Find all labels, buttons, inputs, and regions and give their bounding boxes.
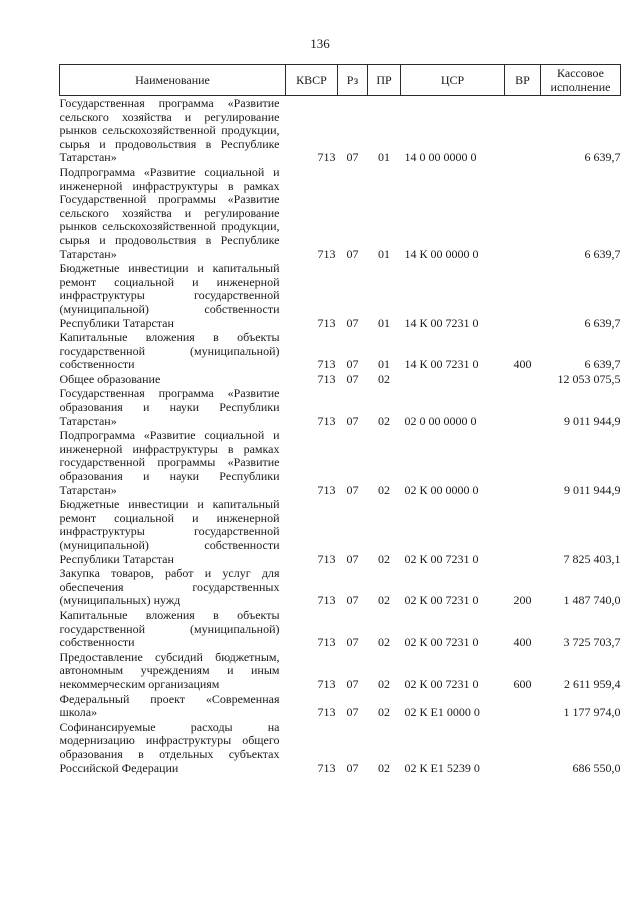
- row-kvsr: 713: [317, 246, 336, 261]
- table-row: [60, 330, 621, 372]
- row-vr: 600: [513, 676, 532, 691]
- row-name: Капитальные вложения в объекты государственной (муниципальной) собственности: [59, 607, 280, 650]
- row-kvsr: 713: [317, 413, 336, 428]
- row-sum: 7 825 403,1: [563, 551, 621, 566]
- row-csr: 14 К 00 7231 0: [404, 357, 479, 372]
- row-name: Закупка товаров, работ и услуг для обеспечения государственных (муниципальных) нужд: [59, 566, 280, 608]
- table-row: [60, 428, 621, 497]
- table-header: [60, 65, 621, 96]
- row-vr: [505, 692, 541, 720]
- table-row: [60, 720, 621, 775]
- row-pr: 01: [378, 315, 390, 330]
- row-pr: 01: [378, 357, 390, 372]
- column-header-pr: ПР: [368, 65, 401, 96]
- row-sum: 12 053 075,5: [557, 371, 621, 386]
- row-csr: 02 К 00 7231 0: [404, 551, 479, 566]
- table-row: [60, 650, 621, 692]
- row-pr: 01: [378, 150, 390, 165]
- row-name: Софинансируемые расходы на модернизацию инфраструктуры общего образования в отдельных субъектах Российской Федерации: [59, 719, 280, 775]
- row-csr: [401, 372, 505, 387]
- row-vr: [505, 428, 541, 497]
- row-sum: 2 611 959,4: [563, 676, 621, 691]
- row-rz: 07: [346, 676, 359, 691]
- row-vr: [505, 497, 541, 566]
- row-rz: 07: [346, 705, 359, 720]
- row-sum: 3 725 703,7: [563, 635, 621, 650]
- row-csr: 14 К 00 0000 0: [404, 246, 479, 261]
- column-header-rz: Рз: [338, 65, 368, 96]
- row-vr: [505, 372, 541, 387]
- row-vr: [505, 261, 541, 330]
- row-name: Бюджетные инвестиции и капитальный ремонт социальной и инженерной инфраструктуры государственной (муниципальной) собственности Республики Татарстан: [59, 261, 280, 330]
- row-csr: 14 К 00 7231 0: [404, 315, 479, 330]
- row-pr: 02: [378, 371, 390, 386]
- table-row: [60, 566, 621, 608]
- row-rz: 07: [346, 371, 359, 386]
- row-rz: 07: [346, 551, 359, 566]
- row-pr: 02: [378, 593, 390, 608]
- table-row: [60, 608, 621, 650]
- row-pr: 02: [378, 635, 390, 650]
- row-sum: 6 639,7: [584, 150, 621, 165]
- table-row: [60, 261, 621, 330]
- table-row: [60, 165, 621, 261]
- row-vr: 200: [513, 593, 532, 608]
- row-pr: 02: [378, 760, 390, 775]
- row-name: Государственная программа «Развитие образования и науки Республики Татарстан»: [59, 386, 280, 428]
- row-vr: 400: [513, 635, 532, 650]
- row-rz: 07: [346, 150, 359, 165]
- row-csr: 02 К Е1 5239 0: [404, 760, 480, 775]
- row-sum: 1 177 974,0: [563, 705, 621, 720]
- row-sum: 9 011 944,9: [563, 482, 621, 497]
- row-rz: 07: [346, 593, 359, 608]
- column-header-kvsr: КВСР: [286, 65, 338, 96]
- column-header-sum: Кассовое исполнение: [541, 65, 621, 96]
- row-kvsr: 713: [317, 482, 336, 497]
- row-sum: 9 011 944,9: [563, 413, 621, 428]
- row-pr: 02: [378, 413, 390, 428]
- row-kvsr: 713: [317, 676, 336, 691]
- row-vr: [505, 720, 541, 775]
- row-rz: 07: [346, 635, 359, 650]
- row-rz: 07: [346, 246, 359, 261]
- row-kvsr: 713: [317, 357, 336, 372]
- table-row: [60, 372, 621, 387]
- row-vr: [505, 386, 541, 428]
- row-kvsr: 713: [317, 315, 336, 330]
- row-kvsr: 713: [317, 635, 336, 650]
- row-pr: 02: [378, 705, 390, 720]
- table-row: [60, 386, 621, 428]
- row-csr: 02 К Е1 0000 0: [404, 705, 480, 720]
- row-vr: [505, 96, 541, 165]
- row-kvsr: 713: [317, 593, 336, 608]
- row-pr: 02: [378, 676, 390, 691]
- row-rz: 07: [346, 357, 359, 372]
- table-body: [60, 96, 621, 776]
- row-sum: 6 639,7: [584, 315, 621, 330]
- row-rz: 07: [346, 315, 359, 330]
- table-row: [60, 96, 621, 165]
- row-csr: 02 К 00 7231 0: [404, 635, 479, 650]
- row-rz: 07: [346, 413, 359, 428]
- row-csr: 02 0 00 0000 0: [404, 413, 477, 428]
- row-vr: 400: [513, 357, 532, 372]
- row-name: Федеральный проект «Современная школа»: [59, 691, 280, 720]
- row-name: Подпрограмма «Развитие социальной и инженерной инфраструктуры в рамках Государственной программы «Развитие сельского хозяйства и регулирование рынков сельскохозяйственной продукции, сырья и продовольствия в Республике Татарстан»: [59, 164, 280, 261]
- row-name: Капитальные вложения в объекты государственной (муниципальной) собственности: [59, 330, 280, 372]
- row-kvsr: 713: [317, 760, 336, 775]
- row-name: Предоставление субсидий бюджетным, автономным учреждениям и иным некоммерческим организациям: [59, 649, 280, 691]
- row-name: Бюджетные инвестиции и капитальный ремонт социальной и инженерной инфраструктуры государственной (муниципальной) собственности Республики Татарстан: [59, 497, 280, 566]
- row-kvsr: 713: [317, 551, 336, 566]
- row-csr: 14 0 00 0000 0: [404, 150, 477, 165]
- row-csr: 02 К 00 7231 0: [404, 676, 479, 691]
- row-sum: 686 550,0: [572, 760, 621, 775]
- row-kvsr: 713: [317, 371, 336, 386]
- row-pr: 02: [378, 551, 390, 566]
- budget-table: [59, 64, 621, 775]
- column-header-name: Наименование: [60, 65, 286, 96]
- row-kvsr: 713: [317, 705, 336, 720]
- row-csr: 02 К 00 7231 0: [404, 593, 479, 608]
- row-sum: 1 487 740,0: [563, 593, 621, 608]
- table-row: [60, 692, 621, 720]
- row-csr: 02 К 00 0000 0: [404, 482, 479, 497]
- row-name: Общее образование: [59, 371, 161, 386]
- row-rz: 07: [346, 760, 359, 775]
- row-vr: [505, 165, 541, 261]
- row-name: Подпрограмма «Развитие социальной и инженерной инфраструктуры в рамках государственной программы «Развитие образования и науки Республики Татарстан»: [59, 428, 280, 497]
- row-kvsr: 713: [317, 150, 336, 165]
- row-sum: 6 639,7: [584, 246, 621, 261]
- row-pr: 02: [378, 482, 390, 497]
- page-number: 136: [310, 36, 330, 51]
- row-name: Государственная программа «Развитие сельского хозяйства и регулирование рынков сельскохозяйственной продукции, сырья и продовольствия в Республике Татарстан»: [59, 96, 280, 165]
- row-rz: 07: [346, 482, 359, 497]
- table-row: [60, 497, 621, 566]
- row-sum: 6 639,7: [584, 357, 621, 372]
- row-pr: 01: [378, 246, 390, 261]
- column-header-csr: ЦСР: [401, 65, 505, 96]
- column-header-vr: ВР: [505, 65, 541, 96]
